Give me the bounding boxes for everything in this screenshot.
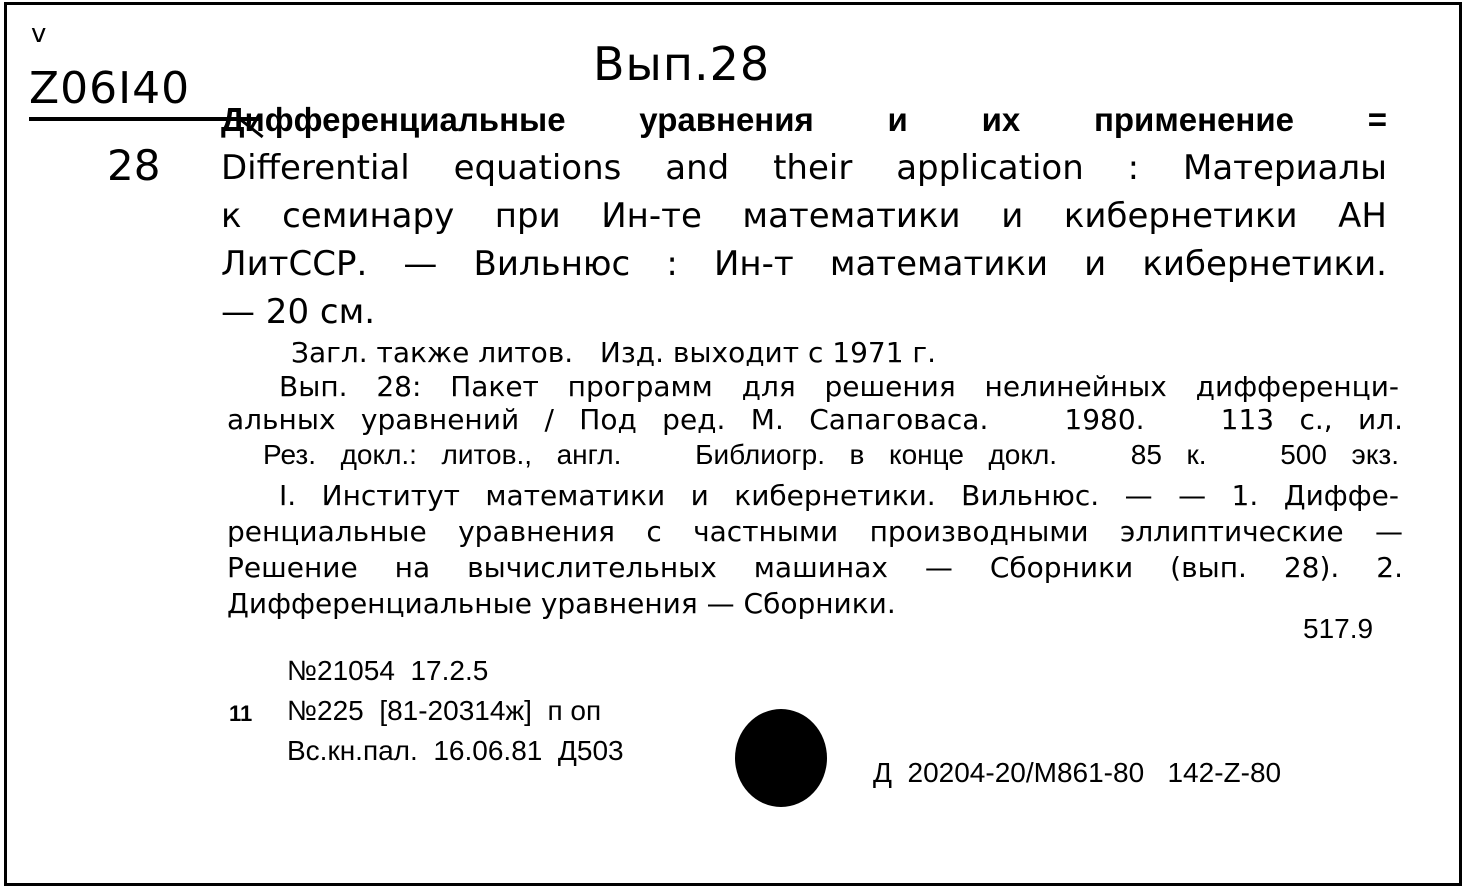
title-line-5: — 20 см. [221, 292, 376, 332]
issue-heading: Вып.28 [593, 37, 771, 91]
call-number: Z06I40 [29, 63, 191, 114]
subjects-line-4: Дифференциальные уравнения — Сборники. [227, 587, 896, 620]
subjects-line-2: ренциальные уравнения с частными производными эллиптические — [227, 515, 1403, 548]
subjects-line-1: I. Институт математики и кибернетики. Вильнюс. — — 1. Диффе- [279, 479, 1399, 512]
contents-line-1: Вып. 28: Пакет программ для решения нелинейных дифференци- [279, 370, 1399, 403]
order-line: №225 [81-20314ж] п оп [287, 695, 602, 726]
catalog-card [4, 2, 1462, 886]
subjects-line-3: Решение на вычислительных машинах — Сборники (вып. 28). 2. [227, 551, 1403, 584]
title-line-2: Differential equations and their application : Материалы [221, 148, 1387, 188]
contents-line-3: Рез. докл.: литов., англ. Библиогр. в конце докл. 85 к. 500 экз. [263, 439, 1399, 470]
title-line-3: к семинару при Ин-те математики и кибернетики АН [221, 196, 1387, 236]
order-mark: 11 [229, 701, 253, 726]
title-line-4: ЛитССР. — Вильнюс : Ин-т математики и кибернетики. [221, 244, 1387, 284]
record-number: №21054 17.2.5 [287, 655, 489, 686]
call-number-sub: 28 [107, 141, 161, 190]
archive-line: Вс.кн.пал. 16.06.81 Д503 [287, 735, 624, 766]
contents-line-2: альных уравнений / Под ред. М. Сапаговаса. 1980. 113 с., ил. [227, 403, 1403, 436]
note-parallel-title: Загл. также литов. Изд. выходит с 1971 г. [291, 336, 937, 369]
call-number-mark: v [31, 19, 47, 49]
price-code: Д 20204-20/М861-80 142-Z-80 [873, 757, 1282, 788]
udc-number: 517.9 [1303, 613, 1374, 644]
punch-hole [735, 709, 827, 807]
title-line-1: Дифференциальные уравнения и их применение = [221, 101, 1387, 138]
